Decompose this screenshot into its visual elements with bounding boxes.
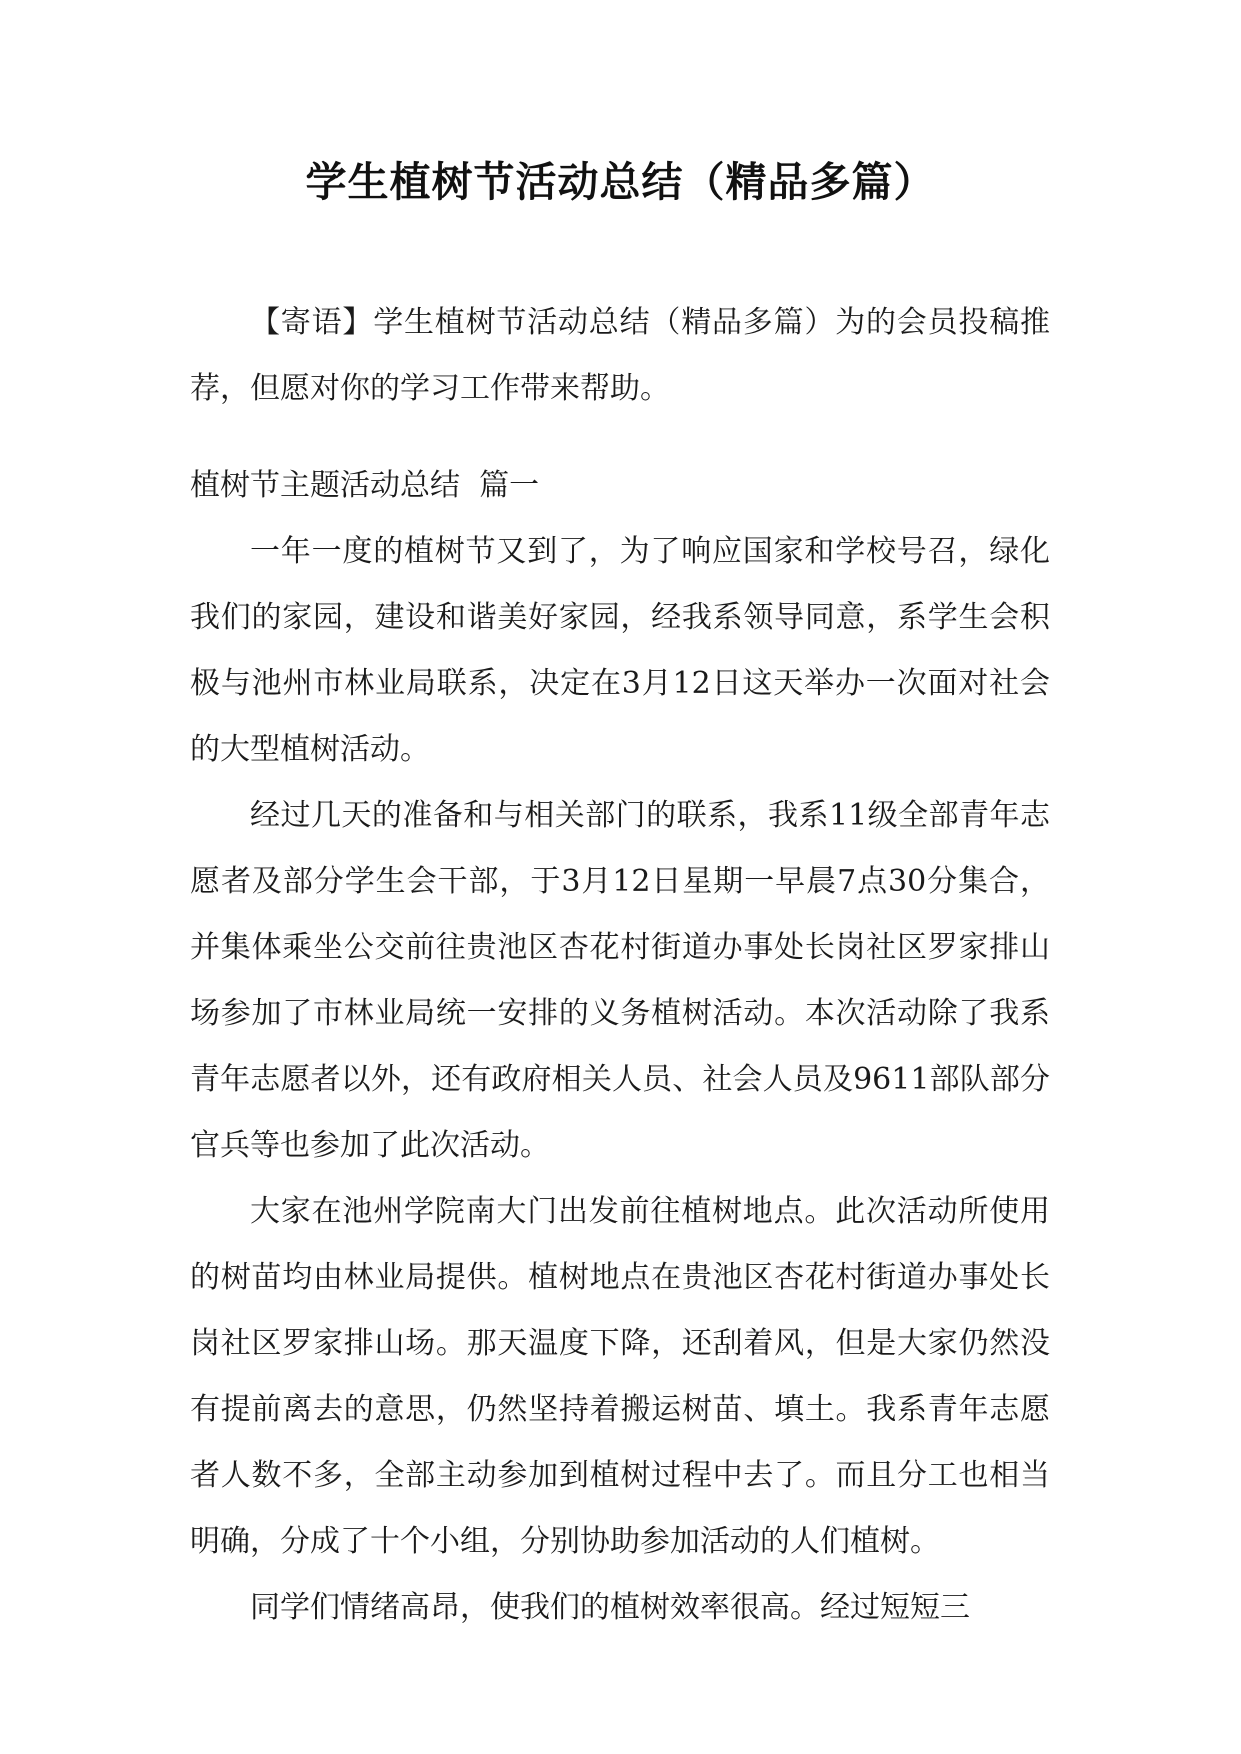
body-paragraph: 经过几天的准备和与相关部门的联系，我系11级全部青年志愿者及部分学生会干部，于3月12日星期一早晨7点30分集合，并集体乘坐公交前往贵池区杏花村街道办事处长岗社区罗家排山场参加了市林业局统一安排的义务植树活动。本次活动除了我系青年志愿者以外，还有政府相关人员、社会人员及9611部队部分官兵等也参加了此次活动。 — [190, 798, 1050, 1163]
body-paragraph: 一年一度的植树节又到了，为了响应国家和学校号召，绿化我们的家园，建设和谐美好家园，经我系领导同意，系学生会积极与池州市林业局联系，决定在3月12日这天举办一次面对社会的大型植树活动。 — [190, 534, 1050, 767]
section-heading: 植树节主题活动总结 篇一 — [190, 468, 540, 503]
intro-paragraph: 【寄语】学生植树节活动总结（精品多篇）为的会员投稿推荐，但愿对你的学习工作带来帮助。 — [190, 305, 1050, 406]
document-title: 学生植树节活动总结（精品多篇） — [305, 158, 936, 206]
section-body — [190, 519, 1050, 1641]
body-paragraph: 大家在池州学院南大门出发前往植树地点。此次活动所使用的树苗均由林业局提供。植树地点在贵池区杏花村街道办事处长岗社区罗家排山场。那天温度下降，还刮着风，但是大家仍然没有提前离去的意思，仍然坚持着搬运树苗、填土。我系青年志愿者人数不多，全部主动参加到植树过程中去了。而且分工也相当明确，分成了十个小组，分别协助参加活动的人们植树。 — [190, 1194, 1050, 1559]
body-paragraph: 同学们情绪高昂，使我们的植树效率很高。经过短短三 — [250, 1590, 970, 1625]
